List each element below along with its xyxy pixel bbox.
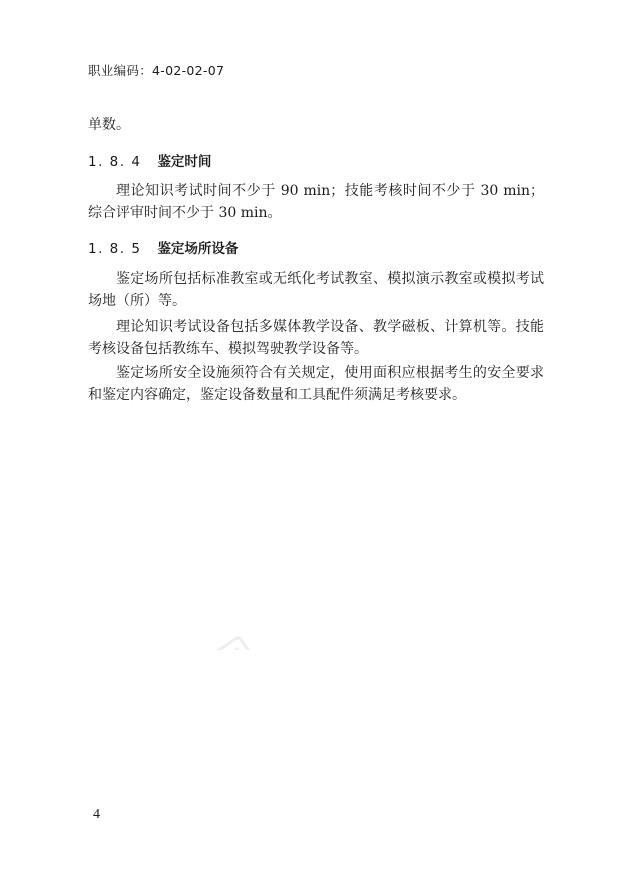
section-title: 鉴定场所设备: [157, 241, 239, 257]
section-heading-1-8-5: [88, 237, 238, 257]
section-heading-1-8-4: [88, 150, 211, 170]
paragraph-safety: 鉴定场所安全设施须符合有关规定，使用面积应根据考生的安全要求和鉴定内容确定，鉴定设备数量和工具配件须满足考核要求。: [88, 365, 544, 403]
paragraph-equipment: 理论知识考试设备包括多媒体教学设备、教学磁板、计算机等。技能考核设备包括教练车、模拟驾驶教学设备等。: [88, 319, 544, 357]
section-number: 1. 8. 5: [88, 241, 142, 257]
publisher-logo-icon: [211, 636, 258, 650]
section-title: 鉴定时间: [157, 154, 212, 170]
occupation-code: 职业编码：4-02-02-07: [88, 63, 225, 78]
paragraph-exam-time: 理论知识考试时间不少于 90 min；技能考核时间不少于 30 min；综合评审时间不少于 30 min。: [88, 183, 544, 221]
continuation-text: 单数。: [88, 117, 130, 133]
page-number: 4: [93, 807, 100, 822]
paragraph-venue: 鉴定场所包括标准教室或无纸化考试教室、模拟演示教室或模拟考试场地（所）等。: [88, 271, 544, 309]
section-number: 1. 8. 4: [88, 154, 142, 170]
